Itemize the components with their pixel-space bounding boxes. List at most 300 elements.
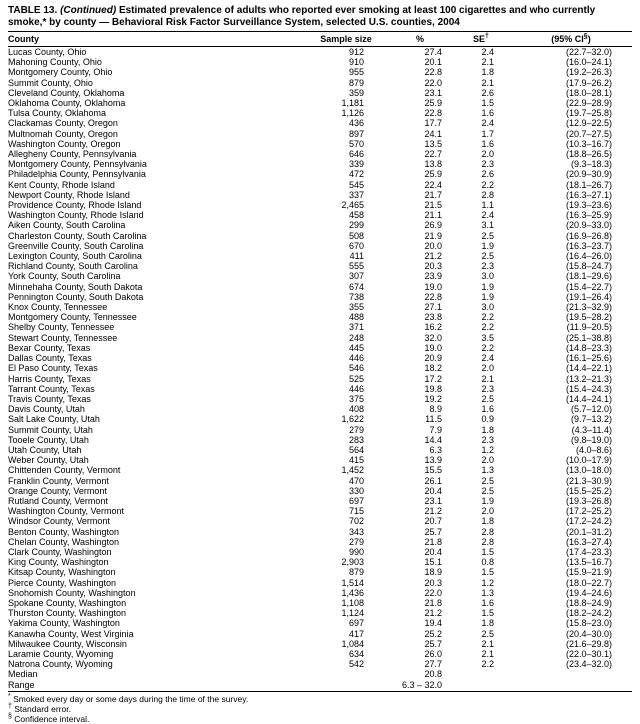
value-cell: 1.2	[481, 444, 494, 455]
table-row	[8, 57, 632, 67]
value-cell: (14.8–23.3)	[565, 342, 612, 353]
county-cell: Aiken County, South Carolina	[8, 220, 126, 231]
value-cell: 879	[348, 567, 364, 578]
value-cell: 20.7	[424, 516, 442, 527]
value-cell: 24.1	[424, 128, 442, 139]
value-cell: 1.6	[481, 404, 494, 415]
table-row	[8, 374, 632, 384]
value-cell: 408	[348, 404, 364, 415]
value-cell: 21.9	[424, 230, 442, 241]
value-cell: 1.5	[481, 546, 494, 557]
table-title	[8, 5, 632, 28]
value-cell: 22.0	[424, 587, 442, 598]
value-cell: (18.8–26.5)	[565, 149, 612, 160]
table-row	[8, 108, 632, 118]
table-row	[8, 486, 632, 496]
value-cell: 990	[348, 546, 364, 557]
value-cell: 1.9	[481, 240, 494, 251]
value-cell: (18.0–22.7)	[565, 577, 612, 588]
table-row	[8, 435, 632, 445]
county-cell: Orange County, Vermont	[8, 485, 107, 496]
value-cell: 445	[348, 342, 364, 353]
table-row	[8, 67, 632, 77]
value-cell: 22.8	[424, 108, 442, 119]
value-cell: 248	[348, 332, 364, 343]
value-cell: (18.2–24.2)	[565, 608, 612, 619]
value-cell: 2.5	[481, 393, 494, 404]
value-cell: 1,126	[341, 108, 364, 119]
value-cell: 23.9	[424, 271, 442, 282]
county-cell: Harris County, Texas	[8, 373, 91, 384]
county-cell: Davis County, Utah	[8, 404, 85, 415]
prevalence-table	[8, 31, 632, 692]
county-cell: Washington County, Rhode Island	[8, 210, 144, 221]
col-header-percent: %	[388, 32, 452, 47]
county-cell: Chelan County, Washington	[8, 536, 120, 547]
value-cell: 283	[348, 434, 364, 445]
value-cell: (10.3–16.7)	[565, 138, 612, 149]
value-cell: 337	[348, 189, 364, 200]
value-cell: 955	[348, 67, 364, 78]
value-cell: 646	[348, 149, 364, 160]
value-cell: (21.6–29.8)	[565, 638, 612, 649]
value-cell: 21.7	[424, 189, 442, 200]
value-cell: (23.4–32.0)	[565, 659, 612, 670]
value-cell: 8.9	[429, 404, 442, 415]
table-row	[8, 302, 632, 312]
value-cell: (15.9–21.9)	[565, 567, 612, 578]
value-cell: 18.9	[424, 567, 442, 578]
value-cell: 19.0	[424, 281, 442, 292]
value-cell: 2.5	[481, 251, 494, 262]
county-cell: Tarrant County, Texas	[8, 383, 95, 394]
county-cell: Travis County, Texas	[8, 393, 91, 404]
value-cell: 738	[348, 291, 364, 302]
value-cell: 1,436	[341, 587, 364, 598]
table-row	[8, 149, 632, 159]
value-cell: (16.3–23.7)	[565, 240, 612, 251]
value-cell: 3.1	[481, 220, 494, 231]
county-cell: Utah County, Utah	[8, 444, 82, 455]
value-cell: 702	[348, 516, 364, 527]
value-cell: (19.3–23.6)	[565, 200, 612, 211]
county-cell: Pierce County, Washington	[8, 577, 117, 588]
value-cell: 674	[348, 281, 364, 292]
county-cell: Weber County, Utah	[8, 455, 89, 466]
value-cell: 2.0	[481, 149, 494, 160]
county-cell: Montgomery County, Ohio	[8, 67, 113, 78]
value-cell: (10.0–17.9)	[565, 455, 612, 466]
value-cell: (4.3–11.4)	[571, 424, 612, 435]
value-cell: 22.0	[424, 77, 442, 88]
value-cell: 545	[348, 179, 364, 190]
table-row	[8, 343, 632, 353]
county-cell: Stewart County, Tennessee	[8, 332, 118, 343]
county-cell: Kitsap County, Washington	[8, 567, 116, 578]
value-cell: (17.2–25.2)	[565, 506, 612, 517]
value-cell: 2.5	[481, 485, 494, 496]
value-cell: 417	[348, 628, 364, 639]
value-cell: 1,084	[341, 638, 364, 649]
value-cell: 1.6	[481, 108, 494, 119]
value-cell: 411	[349, 251, 364, 262]
value-cell: 330	[348, 485, 364, 496]
value-cell: 2.2	[481, 312, 494, 323]
county-cell: Cleveland County, Oklahoma	[8, 87, 125, 98]
table-row	[8, 271, 632, 281]
value-cell: 1.5	[481, 98, 494, 109]
county-cell: Rutland County, Vermont	[8, 495, 108, 506]
county-cell: Clark County, Washington	[8, 546, 112, 557]
county-cell: Benton County, Washington	[8, 526, 120, 537]
table-row	[8, 680, 632, 692]
value-cell: 2.4	[481, 118, 494, 129]
table-title-label: TABLE 13.	[8, 5, 58, 16]
value-cell: 22.8	[424, 291, 442, 302]
value-cell: 697	[348, 495, 364, 506]
value-cell: (22.7–32.0)	[565, 47, 612, 57]
table-row	[8, 129, 632, 139]
value-cell: (13.0–18.0)	[565, 465, 612, 476]
value-cell: (13.5–16.7)	[565, 557, 612, 568]
value-cell: 2.1	[481, 638, 494, 649]
table-row	[8, 557, 632, 567]
value-cell: 897	[348, 128, 364, 139]
county-cell: Montgomery County, Pennsylvania	[8, 159, 147, 170]
value-cell: 1.1	[481, 200, 494, 211]
value-cell: 1,622	[341, 414, 364, 425]
table-row	[8, 159, 632, 169]
value-cell: 2.2	[481, 659, 494, 670]
value-cell: 1.7	[481, 128, 494, 139]
value-cell: 436	[348, 118, 364, 129]
value-cell: 1,124	[341, 608, 364, 619]
value-cell: 2.3	[481, 383, 494, 394]
value-cell: 446	[348, 383, 364, 394]
value-cell: 1.6	[481, 597, 494, 608]
value-cell: (15.8–23.0)	[565, 618, 612, 629]
county-cell: Knox County, Tennessee	[8, 302, 108, 313]
value-cell: (18.1–29.6)	[565, 271, 612, 282]
table-row	[8, 251, 632, 261]
value-cell: 21.2	[424, 506, 442, 517]
value-cell: 7.9	[429, 424, 442, 435]
county-cell: Summit County, Ohio	[8, 77, 93, 88]
value-cell: 2.8	[481, 536, 494, 547]
value-cell: (13.2–21.3)	[565, 373, 612, 384]
table-row	[8, 139, 632, 149]
value-cell: 355	[348, 302, 364, 313]
value-cell: (20.4–30.0)	[565, 628, 612, 639]
table-row	[8, 312, 632, 322]
footnotes	[8, 694, 632, 724]
value-cell: (21.3–30.9)	[565, 475, 612, 486]
value-cell: (16.3–25.9)	[565, 210, 612, 221]
value-cell: (9.3–18.3)	[570, 159, 612, 170]
value-cell: 27.4	[424, 47, 442, 57]
table-row	[8, 78, 632, 88]
value-cell: 22.8	[424, 67, 442, 78]
table-row	[8, 527, 632, 537]
value-cell: 2.5	[481, 628, 494, 639]
value-cell: 23.8	[424, 312, 442, 323]
value-cell: 21.1	[424, 210, 442, 221]
value-cell: 3.0	[481, 302, 494, 313]
value-cell: 2.5	[481, 475, 494, 486]
value-cell: 13.8	[424, 159, 442, 170]
county-cell: Charleston County, South Carolina	[8, 230, 147, 241]
value-cell: 375	[348, 393, 364, 404]
value-cell: 2.2	[481, 342, 494, 353]
footnote: † Standard error.	[8, 702, 71, 714]
table-row	[8, 629, 632, 639]
value-cell: 1,108	[341, 597, 364, 608]
county-cell: Yakima County, Washington	[8, 618, 120, 629]
value-cell: 1.8	[481, 516, 494, 527]
table-row	[8, 241, 632, 251]
value-cell: 20.3	[424, 577, 442, 588]
table-row	[8, 618, 632, 628]
county-cell: Tooele County, Utah	[8, 434, 89, 445]
value-cell: 2.4	[481, 47, 494, 57]
county-cell: Minnehaha County, South Dakota	[8, 281, 143, 292]
table-row	[8, 659, 632, 669]
value-cell: 21.2	[424, 251, 442, 262]
county-cell: Philadelphia County, Pennsylvania	[8, 169, 146, 180]
value-cell: 2.8	[481, 526, 494, 537]
value-cell: 2.0	[481, 455, 494, 466]
value-cell: 19.8	[424, 383, 442, 394]
county-cell: Washington County, Oregon	[8, 138, 121, 149]
table-row	[8, 169, 632, 179]
value-cell: 26.9	[424, 220, 442, 231]
value-cell: 13.5	[424, 138, 442, 149]
county-cell: Natrona County, Wyoming	[8, 659, 113, 670]
county-cell: Washington County, Vermont	[8, 506, 125, 517]
value-cell: (16.0–24.1)	[565, 57, 612, 68]
table-row	[8, 669, 632, 679]
footnote: § Confidence interval.	[8, 712, 90, 724]
value-cell: 19.4	[424, 618, 442, 629]
table-row	[8, 384, 632, 394]
county-cell: Dallas County, Texas	[8, 353, 92, 364]
value-cell: 2.1	[481, 648, 494, 659]
table-row	[8, 47, 632, 58]
value-cell: 2.0	[481, 363, 494, 374]
county-cell: Newport County, Rhode Island	[8, 189, 130, 200]
value-cell: 3.5	[481, 332, 494, 343]
value-cell: 1.3	[481, 465, 494, 476]
value-cell: (16.3–27.1)	[565, 189, 612, 200]
value-cell: 2,465	[341, 200, 364, 211]
value-cell: 2.4	[481, 353, 494, 364]
value-cell: 2.3	[481, 261, 494, 272]
table-row	[8, 476, 632, 486]
value-cell: (20.1–31.2)	[565, 526, 612, 537]
value-cell: 279	[348, 424, 364, 435]
value-cell: (22.9–28.9)	[565, 98, 612, 109]
table-body	[8, 47, 632, 692]
value-cell: (15.4–22.7)	[565, 281, 612, 292]
table-row	[8, 547, 632, 557]
value-cell: 1,181	[341, 98, 364, 109]
value-cell: 2,903	[341, 557, 364, 568]
value-cell: 1.8	[481, 424, 494, 435]
table-row	[8, 465, 632, 475]
table-row	[8, 598, 632, 608]
county-cell: Milwaukee County, Wisconsin	[8, 638, 127, 649]
value-cell	[304, 669, 388, 679]
value-cell: 17.7	[424, 118, 442, 129]
value-cell: 26.0	[424, 648, 442, 659]
county-cell: Windsor County, Vermont	[8, 516, 110, 527]
county-cell: El Paso County, Texas	[8, 363, 98, 374]
table-row	[8, 496, 632, 506]
value-cell: 1.2	[481, 577, 494, 588]
value-cell: 6.3	[429, 444, 442, 455]
value-cell: (16.9–26.8)	[565, 230, 612, 241]
value-cell	[452, 669, 510, 679]
table-title-text: Estimated prevalence of adults who reported ever smoking at least 100 cigarettes and who currently smoke,* by county — Behavioral Risk Factor Surveillance System, selected U.S. counties, 2004	[8, 5, 596, 28]
value-cell: 1.3	[481, 587, 494, 598]
value-cell: 2.6	[481, 87, 494, 98]
value-cell: 2.1	[481, 57, 494, 68]
county-cell: Oklahoma County, Oklahoma	[8, 98, 126, 109]
table-row	[8, 537, 632, 547]
value-cell: 1,452	[341, 465, 364, 476]
value-cell: 20.0	[424, 240, 442, 251]
value-cell: 670	[348, 240, 364, 251]
table-row	[8, 200, 632, 210]
value-cell: 22.4	[424, 179, 442, 190]
value-cell: 25.9	[424, 169, 442, 180]
value-cell: 1,514	[341, 577, 364, 588]
value-cell: 20.4	[424, 485, 442, 496]
table-row	[8, 608, 632, 618]
value-cell: 912	[348, 47, 364, 57]
value-cell: 458	[348, 210, 364, 221]
table-row	[8, 210, 632, 220]
value-cell: 446	[348, 353, 364, 364]
value-cell: 488	[348, 312, 364, 323]
table-row	[8, 588, 632, 598]
value-cell: 564	[348, 444, 364, 455]
table-row	[8, 404, 632, 414]
table-row	[8, 231, 632, 241]
county-cell: Laramie County, Wyoming	[8, 648, 114, 659]
value-cell: 343	[348, 526, 364, 537]
county-cell: Greenville County, South Carolina	[8, 240, 144, 251]
value-cell: 2.3	[481, 434, 494, 445]
value-cell: 26.1	[424, 475, 442, 486]
value-cell: 25.9	[424, 98, 442, 109]
value-cell: 25.2	[424, 628, 442, 639]
value-cell: (25.1–38.8)	[565, 332, 612, 343]
value-cell: (18.8–24.9)	[565, 597, 612, 608]
value-cell: 1.8	[481, 67, 494, 78]
value-cell: (17.9–26.2)	[565, 77, 612, 88]
table-row	[8, 333, 632, 343]
value-cell: (9.8–19.0)	[570, 434, 612, 445]
county-cell: Snohomish County, Washington	[8, 587, 136, 598]
value-cell: 1.5	[481, 608, 494, 619]
value-cell: 508	[348, 230, 364, 241]
value-cell: 339	[348, 159, 364, 170]
county-cell: Kent County, Rhode Island	[8, 179, 115, 190]
value-cell: 25.7	[424, 526, 442, 537]
county-cell: Allegheny County, Pennsylvania	[8, 149, 137, 160]
table-row	[8, 639, 632, 649]
value-cell: (19.2–26.3)	[565, 67, 612, 78]
value-cell: 21.2	[424, 608, 442, 619]
county-cell: Multnomah County, Oregon	[8, 128, 118, 139]
table-row	[8, 282, 632, 292]
value-cell: 2.5	[481, 230, 494, 241]
table-row	[8, 220, 632, 230]
table-row	[8, 394, 632, 404]
county-cell: Bexar County, Texas	[8, 342, 91, 353]
value-cell: 307	[348, 271, 364, 282]
value-cell: 1.9	[481, 281, 494, 292]
table-row	[8, 88, 632, 98]
value-cell: (19.5–28.2)	[565, 312, 612, 323]
value-cell: 371	[348, 322, 364, 333]
value-cell: 697	[348, 618, 364, 629]
value-cell: (15.4–24.3)	[565, 383, 612, 394]
county-cell: Providence County, Rhode Island	[8, 200, 142, 211]
value-cell: 0.9	[481, 414, 494, 425]
value-cell: 18.2	[424, 363, 442, 374]
value-cell: (9.7–13.2)	[570, 414, 612, 425]
value-cell: (5.7–12.0)	[570, 404, 612, 415]
table-row	[8, 190, 632, 200]
table-title-continued: (Continued)	[60, 5, 117, 16]
value-cell: 20.8	[424, 669, 442, 680]
value-cell: 23.1	[424, 87, 442, 98]
value-cell: (19.1–26.4)	[565, 291, 612, 302]
table-row	[8, 425, 632, 435]
value-cell: 2.1	[481, 77, 494, 88]
table-row	[8, 414, 632, 424]
value-cell: (20.7–27.5)	[565, 128, 612, 139]
table-row	[8, 353, 632, 363]
value-cell: 15.5	[424, 465, 442, 476]
value-cell: 25.7	[424, 638, 442, 649]
col-header-se: SE†	[452, 32, 510, 47]
county-cell: Tulsa County, Oklahoma	[8, 108, 107, 119]
value-cell: (18.0–28.1)	[565, 87, 612, 98]
value-cell	[304, 680, 388, 692]
county-cell: Spokane County, Washington	[8, 597, 127, 608]
value-cell: 279	[348, 536, 364, 547]
table-row	[8, 322, 632, 332]
county-cell: Richland County, South Carolina	[8, 261, 138, 272]
value-cell: 16.2	[424, 322, 442, 333]
county-cell: Lucas County, Ohio	[8, 47, 87, 57]
value-cell: (15.5–25.2)	[565, 485, 612, 496]
county-cell: York County, South Carolina	[8, 271, 121, 282]
header-row	[8, 32, 632, 47]
value-cell: 19.2	[424, 393, 442, 404]
value-cell: (14.4–22.1)	[565, 363, 612, 374]
table-row	[8, 506, 632, 516]
value-cell: 1.5	[481, 567, 494, 578]
col-header-sample-size: Sample size	[304, 32, 388, 47]
value-cell: 2.1	[481, 373, 494, 384]
table-row	[8, 578, 632, 588]
county-cell: Thurston County, Washington	[8, 608, 127, 619]
value-cell: (4.0–8.6)	[575, 444, 612, 455]
